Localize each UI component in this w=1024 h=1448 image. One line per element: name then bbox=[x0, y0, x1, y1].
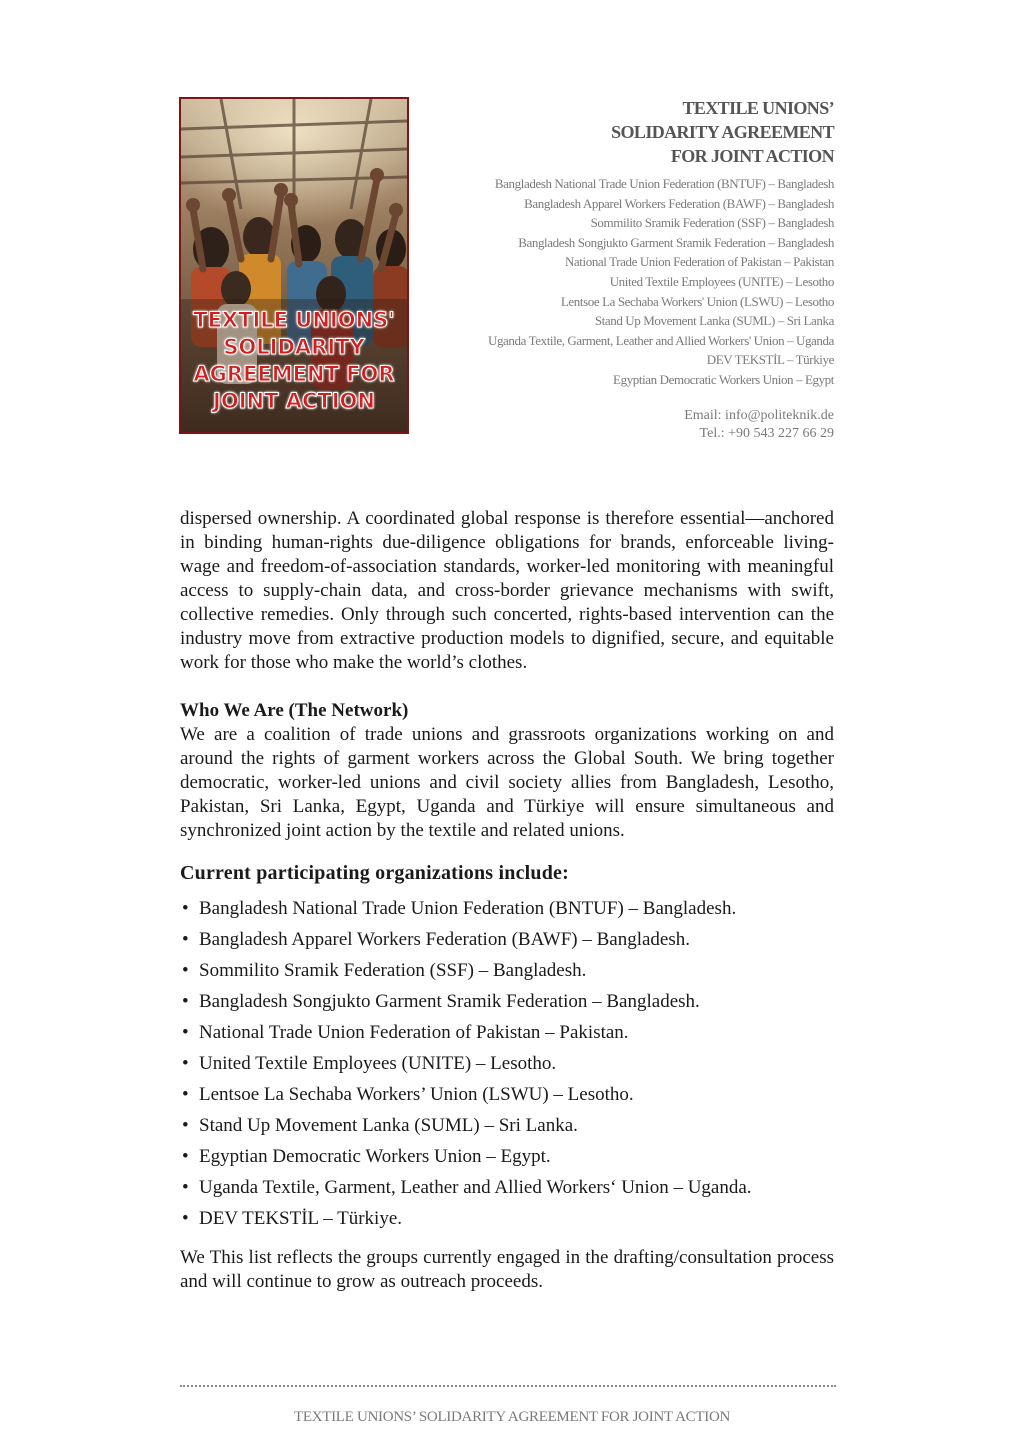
cover-title: TEXTILE UNIONS' SOLIDARITY AGREEMENT FOR JOINT ACTION bbox=[193, 308, 395, 413]
main-content bbox=[180, 507, 834, 1294]
header-org-item: Bangladesh Songjukto Garment Sramik Federation – Bangladesh bbox=[518, 234, 834, 250]
header-org-item: National Trade Union Federation of Pakistan – Pakistan bbox=[564, 254, 834, 270]
header-org-item: Bangladesh Apparel Workers Federation (BAWF) – Bangladesh bbox=[524, 195, 834, 211]
list-item: • Sommilito Sramik Federation (SSF) – Bangladesh. bbox=[180, 955, 834, 986]
header-org-item: Bangladesh National Trade Union Federation (BNTUF) – Bangladesh bbox=[494, 176, 834, 191]
header-org-item: Uganda Textile, Garment, Leather and Allied Workers' Union – Uganda bbox=[487, 332, 834, 348]
list-item: • Bangladesh Songjukto Garment Sramik Federation – Bangladesh. bbox=[180, 986, 834, 1017]
document-title bbox=[434, 96, 834, 168]
who-we-are-paragraph: We are a coalition of trade unions and grassroots organizations working on and around the rights of garment workers across the Global South. We bring together democratic, worker-led unions and civil society allies from Bangladesh, Lesotho, Pakistan, Sri Lanka, Egypt, Uganda and Türkiye will ensure simultaneous and synchronized joint action by the textile and related unions. bbox=[180, 724, 834, 841]
header-org-item: United Textile Employees (UNITE) – Lesotho bbox=[609, 273, 834, 289]
contact-email[interactable]: Email: info@politeknik.de bbox=[684, 407, 834, 423]
header-organization-list bbox=[434, 174, 834, 390]
list-item: • Bangladesh National Trade Union Federation (BNTUF) – Bangladesh. bbox=[180, 893, 834, 924]
header-org-item: Sommilito Sramik Federation (SSF) – Bangladesh bbox=[590, 215, 834, 231]
title-line: FOR JOINT ACTION bbox=[670, 146, 834, 166]
list-item: • Stand Up Movement Lanka (SUML) – Sri Lanka. bbox=[180, 1110, 834, 1141]
cover-image bbox=[179, 97, 409, 434]
contact-info bbox=[434, 407, 834, 443]
participants-heading: Current participating organizations include: bbox=[180, 862, 569, 884]
list-item: • Uganda Textile, Garment, Leather and Allied Workers‘ Union – Uganda. bbox=[180, 1172, 834, 1203]
header-org-item: Egyptian Democratic Workers Union – Egypt bbox=[613, 371, 834, 387]
footer-title: TEXTILE UNIONS’ SOLIDARITY AGREEMENT FOR JOINT ACTION bbox=[293, 1409, 731, 1425]
list-item: • DEV TEKSTİL – Türkiye. bbox=[180, 1203, 834, 1234]
header-block bbox=[434, 96, 834, 443]
header-org-item: Stand Up Movement Lanka (SUML) – Sri Lanka bbox=[594, 313, 834, 329]
header-org-item: Lentsoe La Sechaba Workers' Union (LSWU) – Lesotho bbox=[560, 293, 834, 309]
header-org-item: DEV TEKSTİL – Türkiye bbox=[706, 352, 834, 368]
list-item: • Egyptian Democratic Workers Union – Egypt. bbox=[180, 1141, 834, 1172]
title-line: SOLIDARITY AGREEMENT bbox=[611, 122, 834, 142]
closing-paragraph: We This list reflects the groups currently engaged in the drafting/consultation process and will continue to grow as outreach proceeds. bbox=[180, 1247, 834, 1292]
list-item: • United Textile Employees (UNITE) – Lesotho. bbox=[180, 1048, 834, 1079]
who-we-are-heading: Who We Are (The Network) bbox=[180, 700, 409, 721]
participants-list bbox=[180, 893, 834, 1234]
list-item: • Bangladesh Apparel Workers Federation (BAWF) – Bangladesh. bbox=[180, 924, 834, 955]
contact-phone: Tel.: +90 543 227 66 29 bbox=[699, 425, 834, 441]
intro-paragraph: dispersed ownership. A coordinated global response is therefore essential—anchored in binding human-rights due-diligence obligations for brands, enforceable living-wage and freedom-of-association standards, worker-led monitoring with meaningful access to supply-chain data, and cross-border grievance mechanisms with swift, collective remedies. Only through such concerted, rights-based intervention can the industry move from extractive production models to dignified, secure, and equitable work for those who make the world’s clothes. bbox=[180, 508, 834, 673]
title-line: TEXTILE UNIONS’ bbox=[682, 98, 834, 118]
list-item: • National Trade Union Federation of Pakistan – Pakistan. bbox=[180, 1017, 834, 1048]
list-item: • Lentsoe La Sechaba Workers’ Union (LSWU) – Lesotho. bbox=[180, 1079, 834, 1110]
footer-divider bbox=[180, 1385, 836, 1387]
